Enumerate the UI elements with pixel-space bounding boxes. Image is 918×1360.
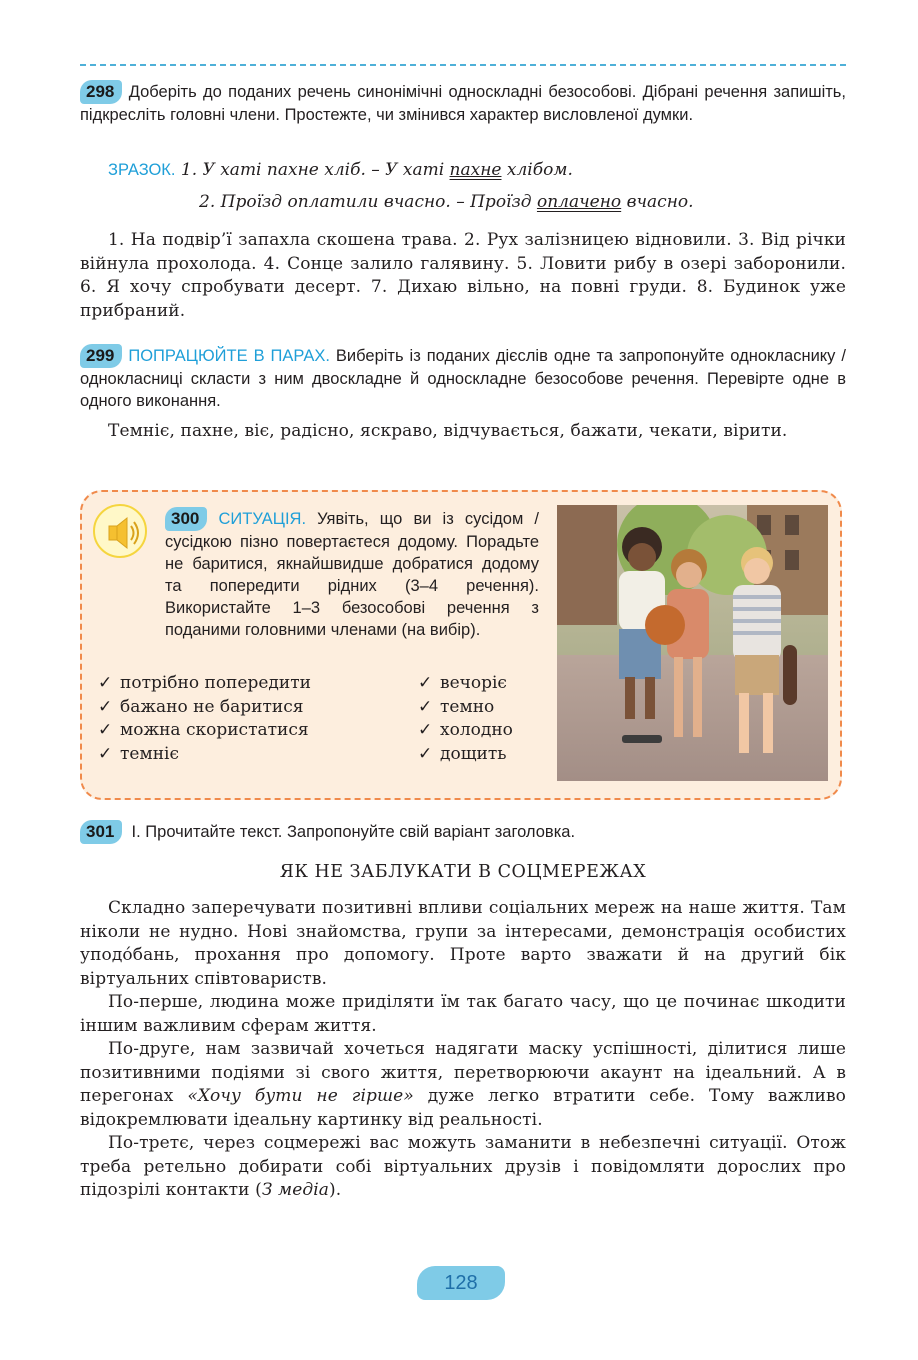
speaker-icon xyxy=(93,504,147,558)
paragraph-2: По-перше, людина може приділяти їм так багато часу, що це починає шкодити іншим важливим сферам життя. xyxy=(80,992,846,1036)
words-paragraph: Темніє, пахне, віє, радісно, яскраво, відчувається, бажати, чекати, вірити. xyxy=(108,421,788,441)
sample-line-2 xyxy=(199,190,694,214)
task-301-text: І. Прочитайте текст. Запропонуйте свій варіант заголовка. xyxy=(131,823,576,841)
check-icon: ✓ xyxy=(98,720,113,740)
check-item-label: можна скористатися xyxy=(120,720,309,740)
article-body xyxy=(80,897,846,1203)
page-number: 128 xyxy=(417,1266,505,1300)
checklist-left xyxy=(98,672,311,766)
task-300-instructions xyxy=(165,507,539,641)
paragraph-4-text: По-третє, через соцмережі вас можуть заманити в небезпечні ситуації. Отож треба ретельно добирати собі віртуальних друзів і повідомляти дорослих про підозрілі контакти ( xyxy=(80,1133,846,1200)
task-number-badge: 300 xyxy=(165,507,207,531)
task-300-label: СИТУАЦІЯ. xyxy=(218,510,307,528)
task-298-sentences xyxy=(80,229,846,323)
check-item xyxy=(98,696,311,720)
check-icon: ✓ xyxy=(98,743,113,764)
text-title: ЯК НЕ ЗАБЛУКАТИ В СОЦМЕРЕЖАХ xyxy=(279,862,647,882)
check-icon: ✓ xyxy=(418,696,433,717)
check-item xyxy=(418,719,513,743)
sample-2-end: вчасно. xyxy=(621,192,694,212)
task-299-label: ПОПРАЦЮЙТЕ В ПАРАХ. xyxy=(128,347,330,365)
checklist-right xyxy=(418,672,513,766)
top-divider xyxy=(80,64,846,66)
check-item xyxy=(418,743,513,767)
source-citation: З медіа xyxy=(261,1180,330,1200)
check-icon: ✓ xyxy=(98,673,113,693)
task-299-text: Виберіть із поданих дієслів одне та запропонуйте однокласнику / однокласниці скласти з ним двоскладне й односкладне безособове речення. Перевірте одне в одного виконання. xyxy=(80,347,846,410)
paragraph-3 xyxy=(80,1038,846,1132)
check-item xyxy=(418,672,513,696)
task-301-instructions xyxy=(80,820,846,844)
check-item xyxy=(98,719,311,743)
sentences-paragraph: 1. На подвір’ї запахла скошена трава. 2. Рух залізницею відновили. 3. Від річки війнула прохолода. 4. Сонце залило галявину. 5. Ловити рибу в озері заборонили. 6. Я хочу спробувати десерт. 7. Дихаю вільно, на повні груди. 8. Будинок уже прибраний. xyxy=(80,230,846,321)
children-photo xyxy=(557,505,828,781)
paragraph-4-end: ). xyxy=(329,1180,342,1200)
check-icon: ✓ xyxy=(418,743,433,764)
paragraph-3-end: дуже легко втратити себе. Тому важливо відокремлювати ідеальну картинку від реальності. xyxy=(80,1086,846,1130)
check-item-label: дощить xyxy=(440,743,507,764)
task-300-text: Уявіть, що ви із сусідом / сусідкою пізно повертаєтеся додому. Порадьте не баритися, якнайшвидше добратися додому та попередити рідних (3–4 речення). Використайте 1–3 безособові речення з поданими головними членами (на вибір). xyxy=(165,510,539,639)
check-item-label: темно xyxy=(440,696,495,717)
check-icon: ✓ xyxy=(98,696,113,717)
paragraph-3-text: По-друге, нам зазвичай хочеться надягати маску успішності, ділитися лише позитивними подіями зі свого життя, перетворюючи акаунт на ідеальний. А в перегонах xyxy=(80,1039,846,1106)
check-icon: ✓ xyxy=(418,720,433,740)
check-icon: ✓ xyxy=(418,673,433,693)
sample-line-1 xyxy=(108,158,573,182)
task-298-instructions xyxy=(80,80,846,126)
check-item xyxy=(98,672,311,696)
paragraph-3-quote: «Хочу бути не гірше» xyxy=(187,1086,414,1106)
sample-2-text: 2. Проїзд оплатили вчасно. – Проїзд xyxy=(199,192,537,212)
check-item-label: вечоріє xyxy=(440,673,507,693)
check-item-label: темніє xyxy=(120,743,179,764)
task-299-instructions xyxy=(80,344,846,412)
sample-1-predicate: пахне xyxy=(449,160,502,180)
task-number-badge: 301 xyxy=(80,820,122,844)
check-item-label: бажано не баритися xyxy=(120,696,304,717)
paragraph-1: Складно заперечувати позитивні впливи соціальних мереж на наше життя. Там ніколи не нудно. Нові знайомства, групи за інтересами, демонстрація особистих уподо́бань, прохання про допомогу. Проте варто зважати й на другий бік віртуальних співтовариств. xyxy=(80,898,846,989)
check-item-label: потрібно попередити xyxy=(120,673,311,693)
task-298-text: Доберіть до поданих речень синонімічні односкладні безособові. Дібрані речення запишіть, підкресліть головні члени. Простежте, чи змінився характер висловленої думки. xyxy=(80,83,846,124)
check-item xyxy=(98,743,311,767)
check-item xyxy=(418,696,513,720)
sample-label: ЗРАЗОК. xyxy=(108,161,176,179)
check-item-label: холодно xyxy=(440,720,513,740)
task-number-badge: 298 xyxy=(80,80,122,104)
sample-1-end: хлібом. xyxy=(501,160,573,180)
task-number-badge: 299 xyxy=(80,344,122,368)
sample-2-predicate: оплачено xyxy=(536,192,622,212)
task-299-words xyxy=(80,420,846,444)
sample-1-text: 1. У хаті пахне хліб. – У хаті xyxy=(180,160,450,180)
paragraph-4 xyxy=(80,1132,846,1203)
